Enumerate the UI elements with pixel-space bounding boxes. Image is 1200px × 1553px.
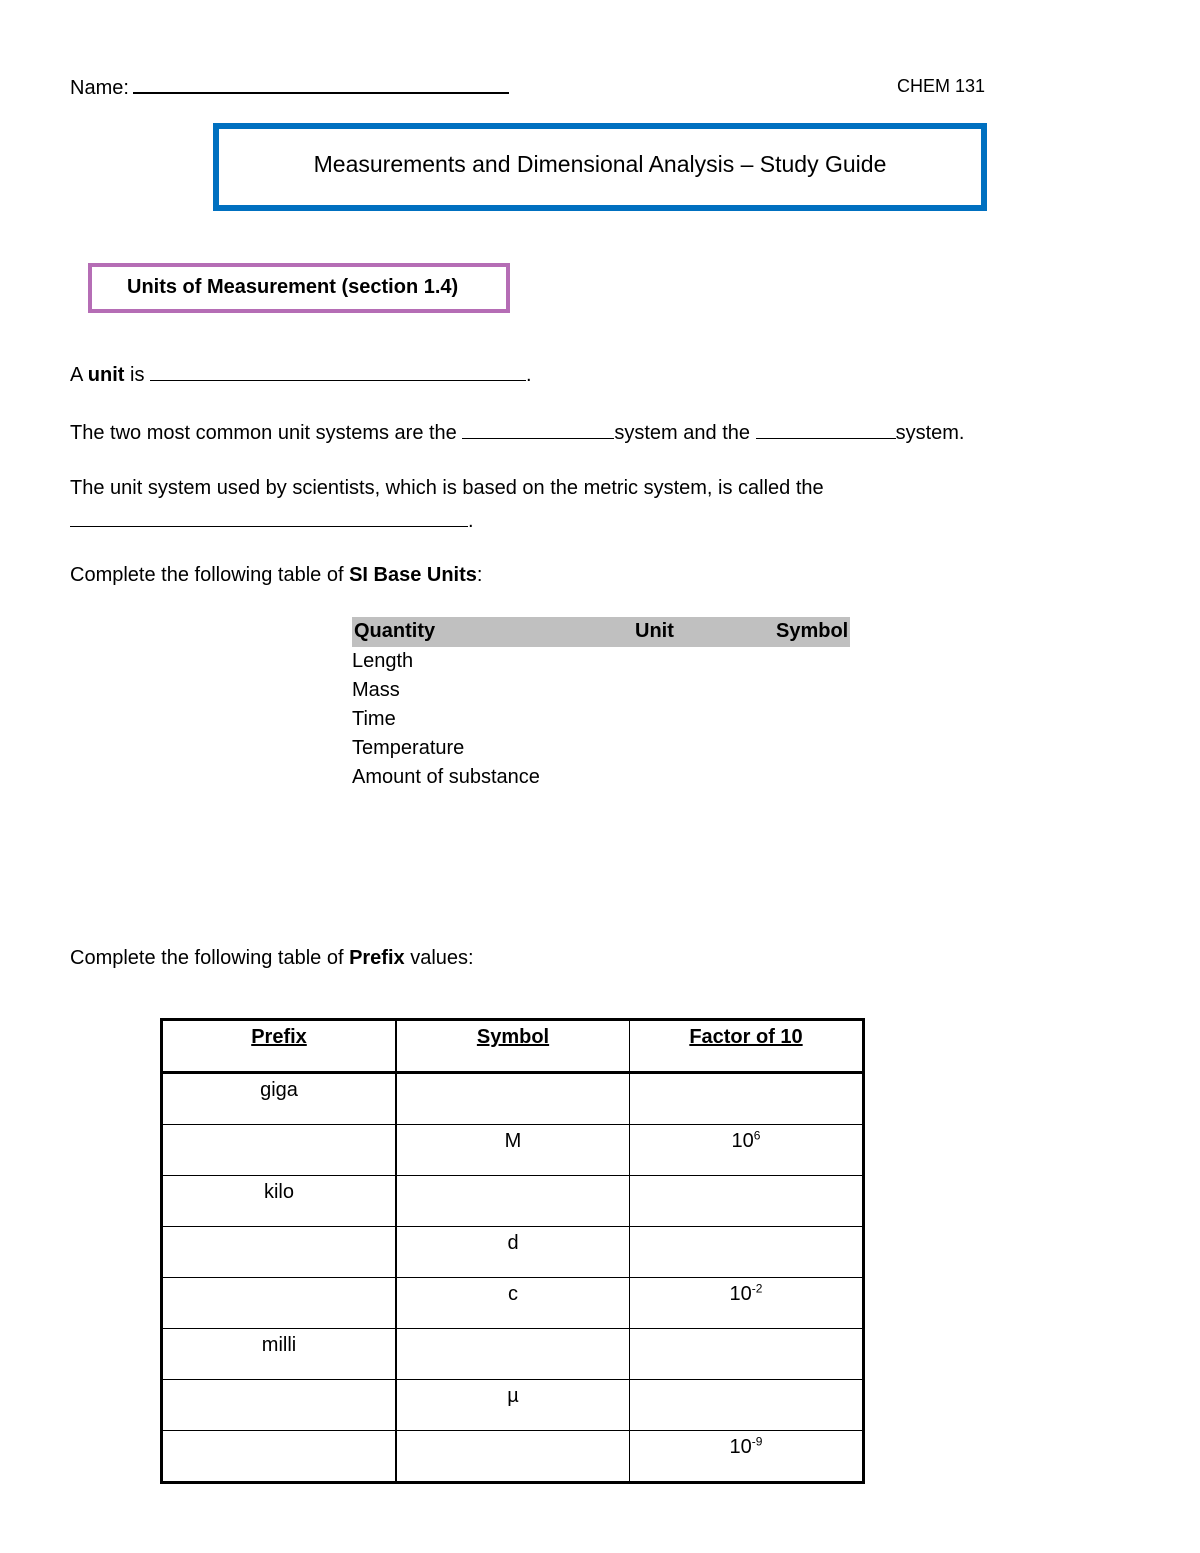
factor-header-label: Factor of 10 xyxy=(689,1026,803,1048)
name-label: Name: xyxy=(70,77,129,99)
instruction-bold-term: Prefix xyxy=(349,947,405,969)
prefix-value: milli xyxy=(261,1334,297,1356)
table-row xyxy=(162,1329,864,1380)
prefix-value: kilo xyxy=(263,1181,294,1203)
symbol-value: µ xyxy=(507,1385,519,1407)
question-text: The two most common unit systems are the xyxy=(70,422,463,444)
symbol-value: M xyxy=(504,1130,522,1152)
prefix-cell[interactable] xyxy=(162,1227,397,1278)
factor-cell[interactable] xyxy=(630,1380,864,1431)
si-header-quantity: Quantity xyxy=(354,620,436,642)
symbol-value: d xyxy=(507,1232,519,1254)
symbol-cell[interactable] xyxy=(396,1176,630,1227)
symbol-value: c xyxy=(508,1283,518,1305)
table-row xyxy=(162,1073,864,1125)
instruction-text: Complete the following table of xyxy=(70,947,350,969)
si-row-quantity: Length xyxy=(352,650,414,672)
instruction-text: : xyxy=(476,564,483,586)
factor-cell[interactable] xyxy=(630,1073,864,1125)
prefix-table xyxy=(160,1018,865,1484)
answer-blank[interactable] xyxy=(756,420,896,439)
prefix-cell[interactable] xyxy=(162,1176,397,1227)
page-title: Measurements and Dimensional Analysis – Study Guide xyxy=(313,151,887,177)
question-systems xyxy=(70,420,964,445)
name-blank[interactable] xyxy=(133,74,509,94)
si-table-instructions xyxy=(70,563,482,587)
prefix-header-label: Prefix xyxy=(251,1026,307,1048)
title-box xyxy=(213,123,987,211)
section-heading: Units of Measurement (section 1.4) xyxy=(127,276,459,298)
factor-cell[interactable] xyxy=(630,1329,864,1380)
si-header-unit: Unit xyxy=(635,620,674,642)
si-row-quantity: Amount of substance xyxy=(352,766,540,788)
prefix-cell[interactable] xyxy=(162,1073,397,1125)
question-bold-term: unit xyxy=(87,364,125,386)
prefix-cell[interactable] xyxy=(162,1431,397,1483)
table-row xyxy=(162,1278,864,1329)
prefix-cell[interactable] xyxy=(162,1380,397,1431)
symbol-cell[interactable] xyxy=(396,1278,630,1329)
name-field xyxy=(70,74,509,100)
prefix-header-cell xyxy=(162,1020,397,1073)
symbol-cell[interactable] xyxy=(396,1380,630,1431)
question-text: A xyxy=(70,364,88,386)
question-text: system and the xyxy=(614,422,756,444)
si-table-header xyxy=(352,617,850,647)
answer-blank[interactable] xyxy=(462,420,614,439)
table-row xyxy=(162,1125,864,1176)
factor-exponent: -2 xyxy=(751,1281,763,1296)
course-code: CHEM 131 xyxy=(897,76,986,96)
section-box xyxy=(88,263,510,313)
answer-blank[interactable] xyxy=(150,362,526,381)
question-si-answer xyxy=(70,508,474,533)
question-text: system. xyxy=(895,422,965,444)
factor-cell[interactable] xyxy=(630,1125,864,1176)
question-text: . xyxy=(526,364,532,386)
question-text: . xyxy=(468,510,474,532)
symbol-cell[interactable] xyxy=(396,1329,630,1380)
table-row xyxy=(162,1176,864,1227)
symbol-header-label: Symbol xyxy=(476,1026,550,1048)
symbol-cell[interactable] xyxy=(396,1073,630,1125)
factor-cell[interactable] xyxy=(630,1431,864,1483)
symbol-header-cell xyxy=(396,1020,630,1073)
symbol-cell[interactable] xyxy=(396,1125,630,1176)
factor-exponent: -9 xyxy=(751,1434,763,1449)
instruction-text: values: xyxy=(404,947,474,969)
prefix-cell[interactable] xyxy=(162,1329,397,1380)
si-row-quantity: Temperature xyxy=(352,737,465,759)
prefix-cell[interactable] xyxy=(162,1278,397,1329)
table-row xyxy=(162,1227,864,1278)
symbol-cell[interactable] xyxy=(396,1227,630,1278)
prefix-value: giga xyxy=(260,1079,298,1101)
factor-base: 10 xyxy=(731,1130,754,1152)
si-base-units-table xyxy=(352,617,850,792)
factor-header-cell xyxy=(630,1020,864,1073)
question-si-system: The unit system used by scientists, which is based on the metric system, is called the xyxy=(70,477,824,499)
instruction-bold-term: SI Base Units xyxy=(349,564,477,586)
factor-exponent: 6 xyxy=(753,1128,761,1143)
si-row-quantity: Mass xyxy=(352,679,400,701)
factor-cell[interactable] xyxy=(630,1278,864,1329)
instruction-text: Complete the following table of xyxy=(70,564,350,586)
question-unit xyxy=(70,362,532,387)
prefix-table-header xyxy=(162,1020,864,1073)
factor-cell[interactable] xyxy=(630,1176,864,1227)
factor-cell[interactable] xyxy=(630,1227,864,1278)
table-row xyxy=(162,1431,864,1483)
prefix-table-instructions xyxy=(70,946,474,970)
si-row-quantity: Time xyxy=(352,708,396,730)
answer-blank[interactable] xyxy=(70,508,468,527)
factor-base: 10 xyxy=(729,1283,752,1305)
prefix-cell[interactable] xyxy=(162,1125,397,1176)
question-text: is xyxy=(124,364,151,386)
si-header-symbol: Symbol xyxy=(776,620,849,642)
table-row xyxy=(162,1380,864,1431)
symbol-cell[interactable] xyxy=(396,1431,630,1483)
factor-base: 10 xyxy=(729,1436,752,1458)
